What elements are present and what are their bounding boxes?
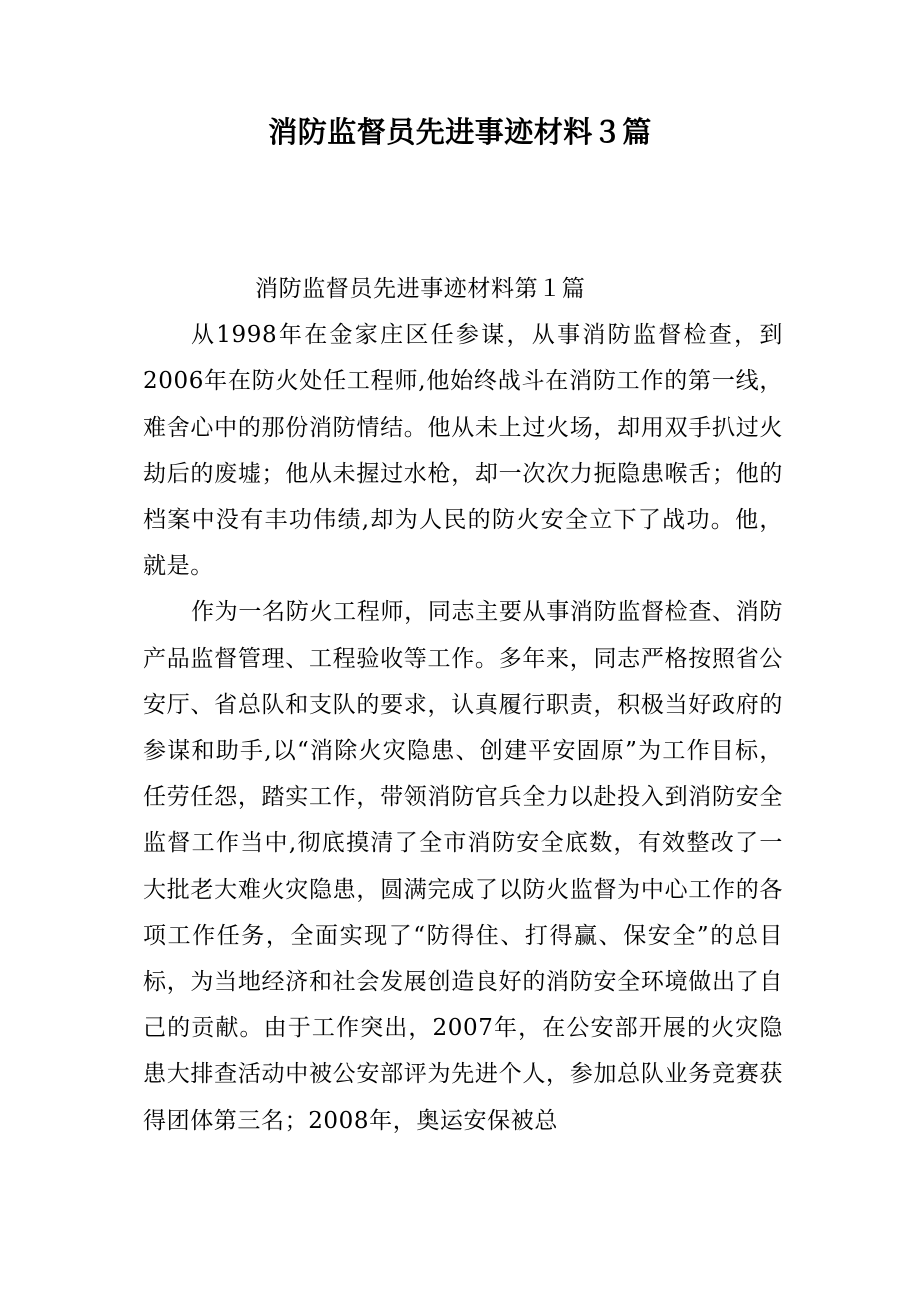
- section-heading: 消防监督员先进事迹材料第１篇: [255, 276, 586, 302]
- document-title: 消防监督员先进事迹材料３篇: [268, 115, 652, 149]
- document-body: [143, 266, 783, 1144]
- paragraph-1: 从1998年在金家庄区任参谋，从事消防监督检查，到2006年在防火处任工程师,他始终战斗在消防工作的第一线，难舍心中的那份消防情结。他从未上过火场，却用双手扒过火劫后的废墟；他从未握过水枪，却一次次力扼隐患喉舌；他的档案中没有丰功伟绩,却为人民的防火安全立下了战功。他，就是。: [143, 322, 783, 580]
- paragraph-2: 作为一名防火工程师，同志主要从事消防监督检查、消防产品监督管理、工程验收等工作。多年来，同志严格按照省公安厅、省总队和支队的要求，认真履行职责，积极当好政府的参谋和助手,以“消除火灾隐患、创建平安固原”为工作目标，任劳任怨，踏实工作，带领消防官兵全力以赴投入到消防安全监督工作当中,彻底摸清了全市消防安全底数，有效整改了一大批老大难火灾隐患，圆满完成了以防火监督为中心工作的各项工作任务，全面实现了“防得住、打得赢、保安全”的总目标，为当地经济和社会发展创造良好的消防安全环境做出了自己的贡献。由于工作突出，2007年，在公安部开展的火灾隐患大排查活动中被公安部评为先进个人，参加总队业务竞赛获得团体第三名；2008年，奥运安保被总: [143, 599, 783, 1134]
